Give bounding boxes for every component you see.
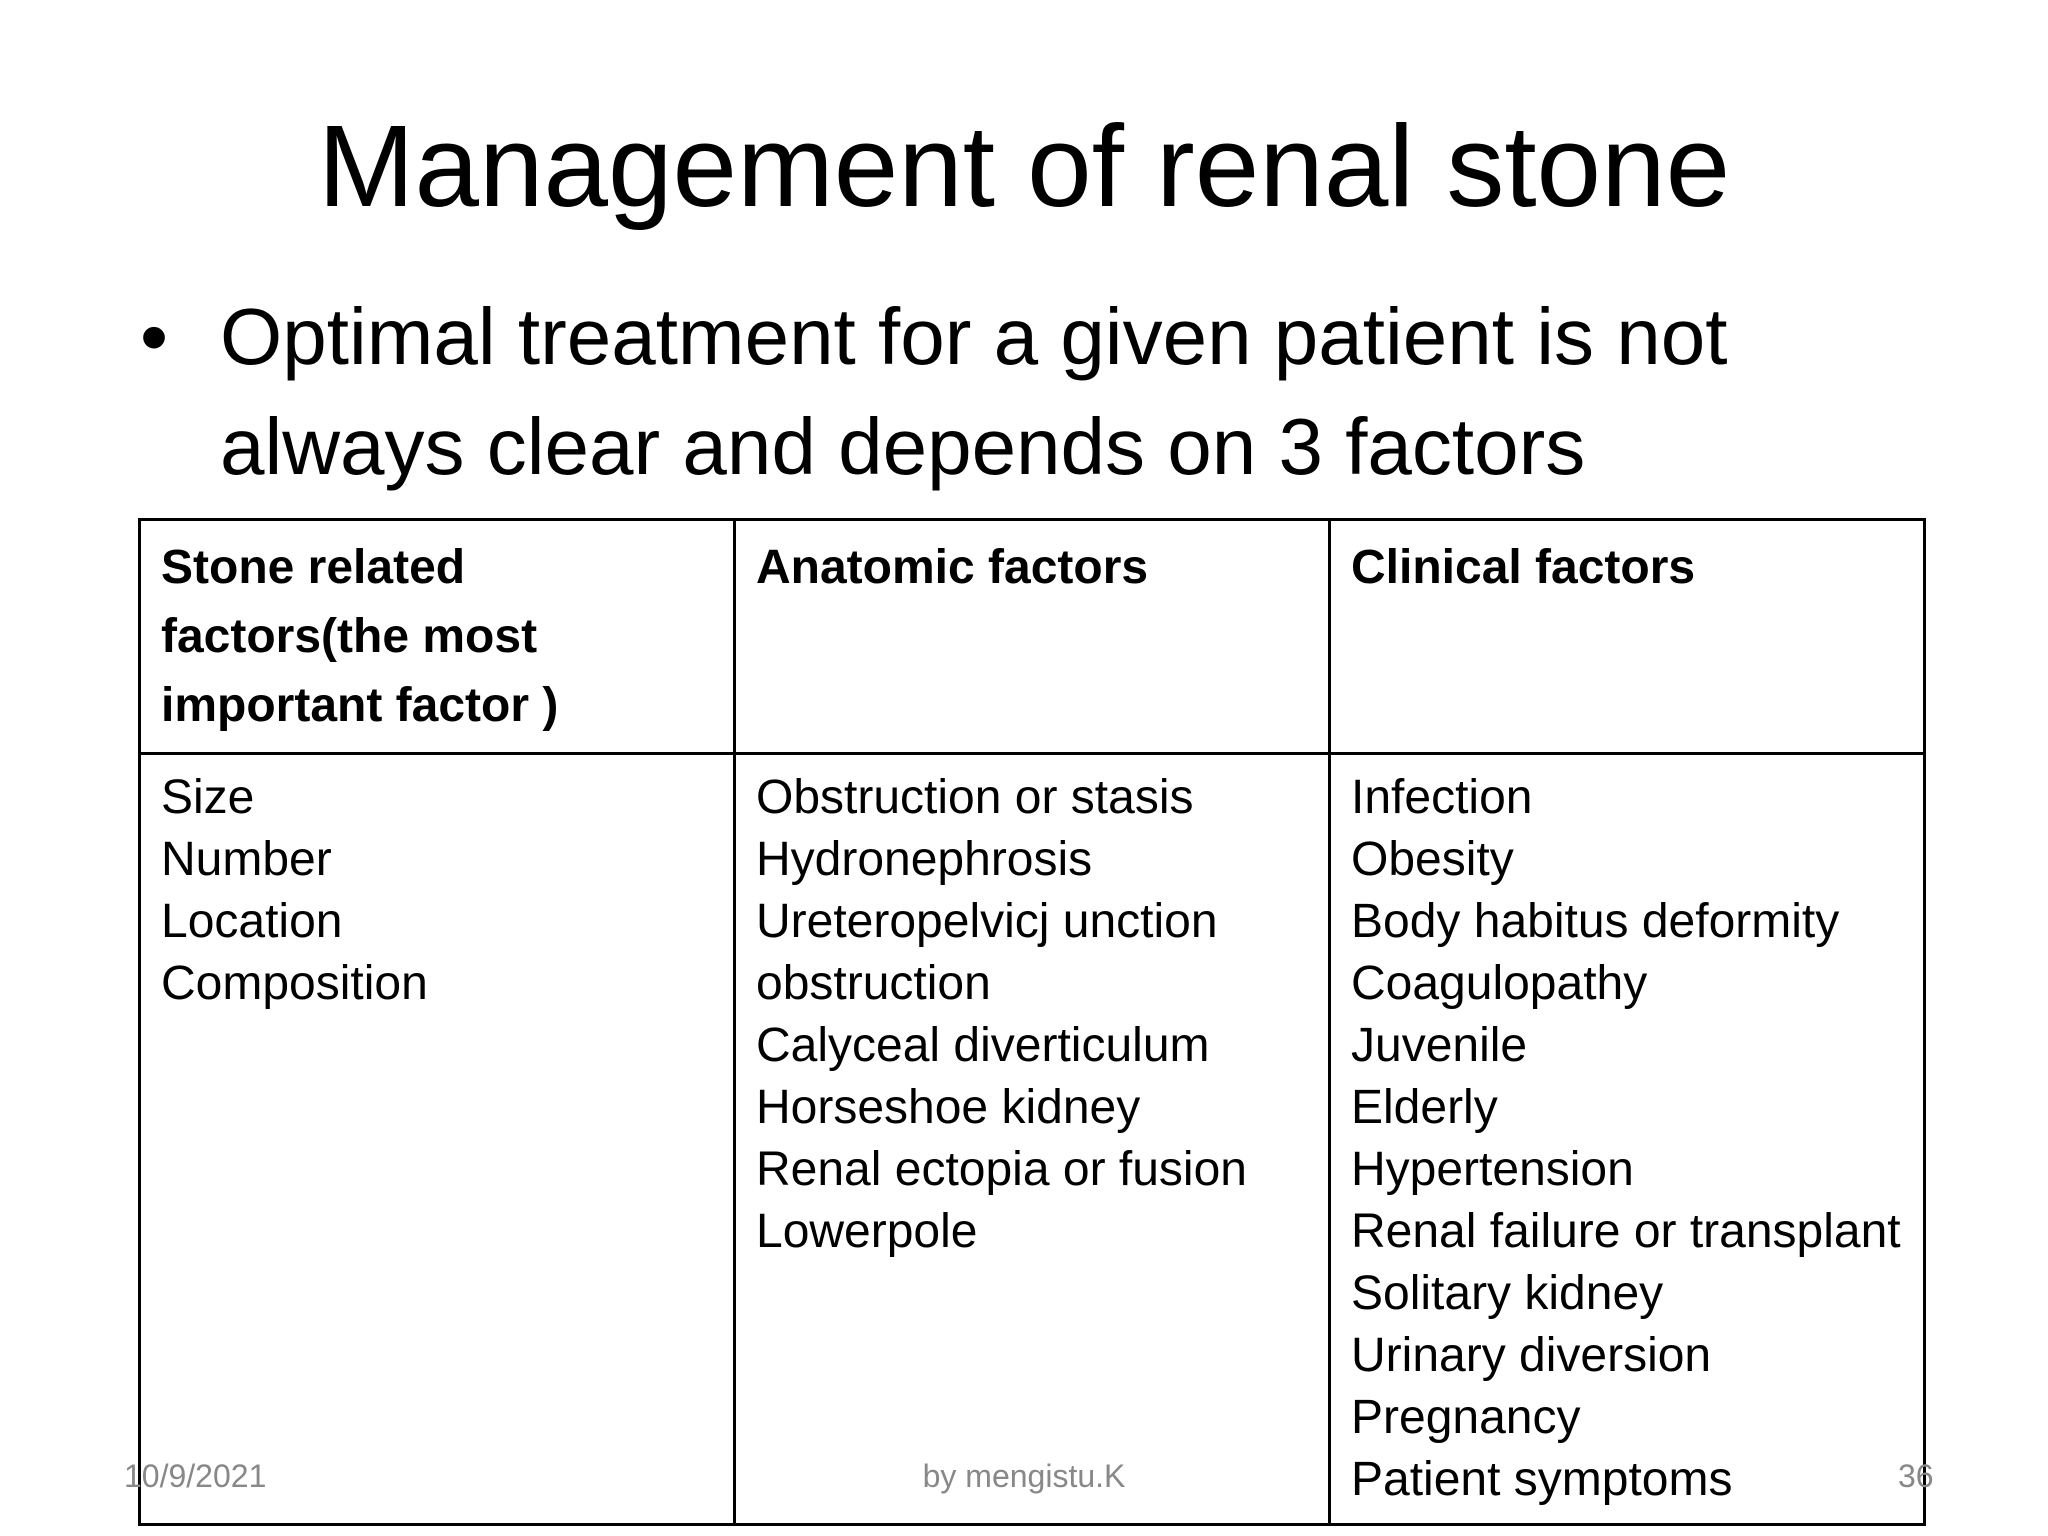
list-item: Urinary diversion <box>1351 1329 1712 1382</box>
stone-factors-cell <box>140 754 735 1525</box>
footer-author: by mengistu.K <box>922 1458 1126 1494</box>
slide-title: Management of renal stone <box>317 101 1731 231</box>
list-item: Renal ectopia or fusion <box>756 1143 1247 1196</box>
list-item: Coagulopathy <box>1351 957 1648 1010</box>
anatomic-factors-cell <box>735 754 1330 1525</box>
list-item: Hypertension <box>1351 1143 1634 1196</box>
list-item: Lowerpole <box>756 1205 978 1258</box>
footer-date: 10/9/2021 <box>124 1458 267 1494</box>
list-item: Infection <box>1351 771 1533 824</box>
list-item: Number <box>161 833 332 886</box>
list-item: Obesity <box>1351 833 1514 886</box>
bullet-icon: • <box>140 292 169 381</box>
list-item: Body habitus deformity <box>1351 895 1840 948</box>
list-item: Location <box>161 895 343 948</box>
header-stone-related: Stone related factors(the most important factor ) <box>140 520 735 754</box>
list-item: Hydronephrosis <box>756 833 1093 886</box>
list-item: Patient symptoms <box>1351 1453 1733 1506</box>
bullet-text: Optimal treatment for a given patient is not always clear and depends on 3 factors <box>220 292 1728 491</box>
header-anatomic: Anatomic factors <box>735 520 1330 754</box>
list-item: Juvenile <box>1351 1019 1528 1072</box>
list-item: Pregnancy <box>1351 1391 1581 1444</box>
list-item: Size <box>161 771 255 824</box>
list-item: Obstruction or stasis <box>756 771 1194 824</box>
footer-page-number: 36 <box>1898 1458 1934 1494</box>
header-clinical: Clinical factors <box>1330 520 1925 754</box>
factors-table <box>138 518 1926 1526</box>
list-item: Horseshoe kidney <box>756 1081 1141 1134</box>
list-item: Composition <box>161 957 428 1010</box>
list-item: Calyceal diverticulum <box>756 1019 1210 1072</box>
list-item: Solitary kidney <box>1351 1267 1664 1320</box>
list-item: obstruction <box>756 957 991 1010</box>
list-item: Ureteropelvicj unction <box>756 895 1218 948</box>
clinical-factors-cell <box>1330 754 1925 1525</box>
table-header-row <box>140 520 1925 754</box>
list-item: Elderly <box>1351 1081 1498 1134</box>
table-row <box>140 754 1925 1525</box>
bullet-point <box>140 282 1920 502</box>
list-item: Renal failure or transplant <box>1351 1205 1901 1258</box>
